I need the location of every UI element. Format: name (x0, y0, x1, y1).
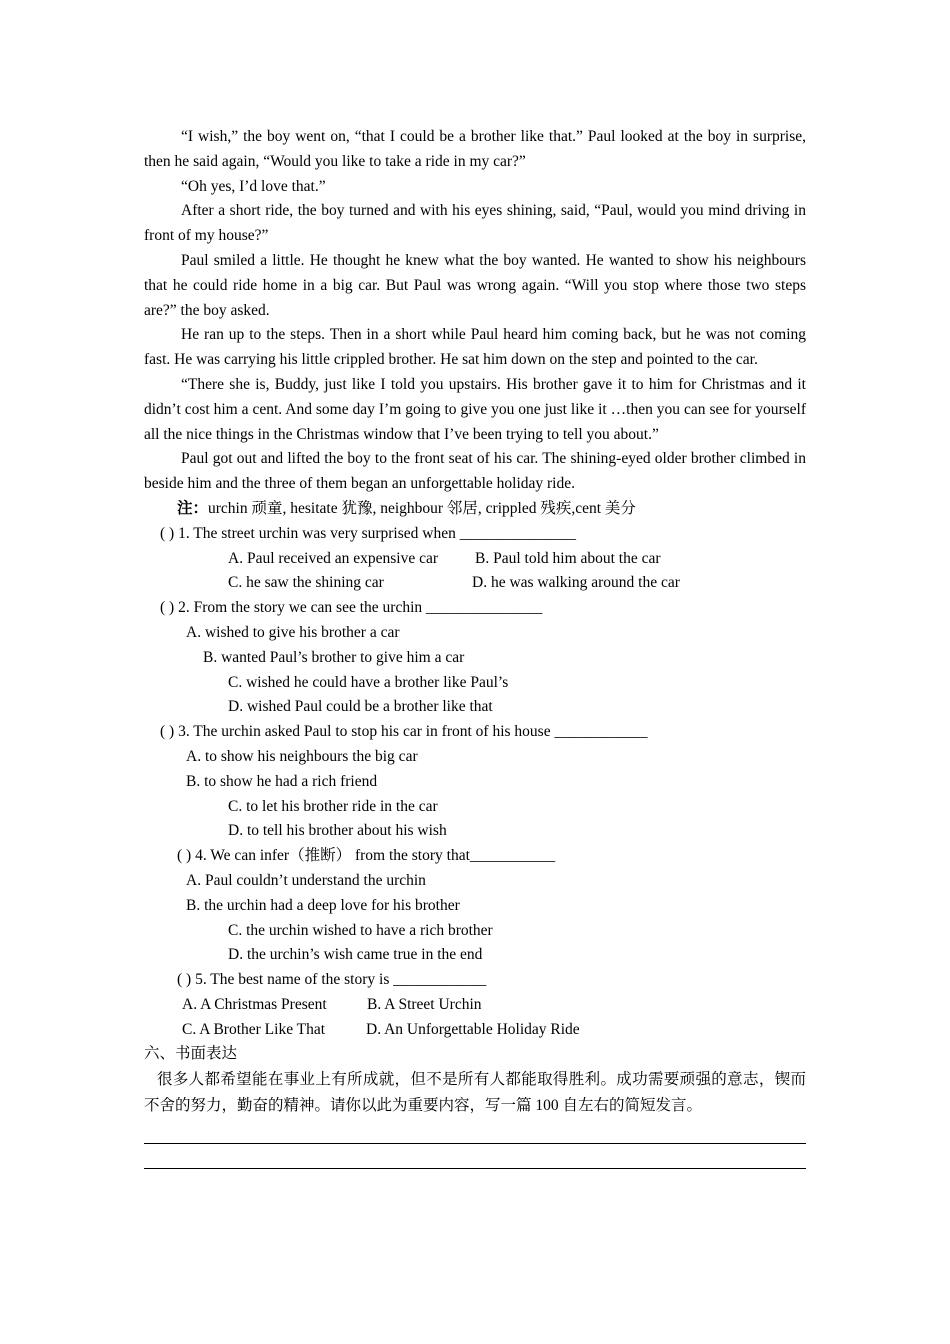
passage-paragraph-3: After a short ride, the boy turned and with his eyes shining, said, “Paul, would you mind driving in front of my house?” (144, 202, 806, 245)
question-4-option-a: A. Paul couldn’t understand the urchin (186, 871, 426, 889)
question-2-option-a: A. wished to give his brother a car (186, 623, 400, 641)
passage-paragraph-5: He ran up to the steps. Then in a short while Paul heard him coming back, but he was not coming fast. He was carrying his little crippled brother. He sat him down on the step and pointed to the car. (144, 326, 806, 369)
question-3-option-d: D. to tell his brother about his wish (228, 822, 447, 840)
question-1-option-b: B. Paul told him about the car (475, 549, 661, 567)
question-4-option-c: C. the urchin wished to have a rich brother (228, 921, 493, 939)
question-5-stem: ( ) 5. The best name of the story is ____________ (177, 971, 487, 989)
answer-line-2[interactable] (144, 1144, 806, 1169)
answer-line-1[interactable] (144, 1119, 806, 1144)
question-5-option-c: C. A Brother Like That (182, 1020, 326, 1038)
note-text: urchin 顽童, hesitate 犹豫, neighbour 邻居, crippled 残疾,cent 美分 (208, 499, 636, 517)
document-page (144, 125, 806, 1169)
question-1-option-d: D. he was walking around the car (472, 574, 680, 592)
question-5-option-a: A. A Christmas Present (182, 995, 327, 1013)
note-label: 注： (177, 499, 209, 517)
question-4-option-d: D. the urchin’s wish came true in the end (228, 946, 483, 964)
passage-paragraph-6: “There she is, Buddy, just like I told you upstairs. His brother gave it to him for Christmas and it didn’t cost him a cent. And some day I’m going to give you one just like it …then you can see for yourself all the nice things in the Christmas window that I’ve been trying to tell you about.” (144, 375, 806, 443)
question-4-stem: ( ) 4. We can infer（推断） from the story that___________ (177, 847, 556, 865)
question-1-option-c: C. he saw the shining car (228, 574, 384, 592)
question-3-option-a: A. to show his neighbours the big car (186, 747, 418, 765)
question-1-stem: ( ) 1. The street urchin was very surprised when _______________ (160, 524, 576, 542)
vocabulary-note (144, 497, 806, 522)
section-6-prompt: 很多人都希望能在事业上有所成就，但不是所有人都能取得胜利。成功需要顽强的意志，锲而不舍的努力，勤奋的精神。请你以此为重要内容，写一篇 100 自左右的简短发言。 (144, 1071, 806, 1115)
passage-paragraph-2: “Oh yes, I’d love that.” (181, 177, 326, 195)
question-4-option-b: B. the urchin had a deep love for his brother (186, 896, 460, 914)
question-3-option-c: C. to let his brother ride in the car (228, 797, 438, 815)
question-1-options-row-1 (144, 547, 806, 572)
question-1-options-row-2 (144, 571, 806, 596)
question-3-stem: ( ) 3. The urchin asked Paul to stop his car in front of his house ____________ (160, 723, 648, 741)
question-5-option-d: D. An Unforgettable Holiday Ride (366, 1020, 580, 1038)
question-5-option-b: B. A Street Urchin (367, 995, 482, 1013)
question-2-option-c: C. wished he could have a brother like Paul’s (228, 673, 509, 691)
question-2-option-d: D. wished Paul could be a brother like that (228, 698, 493, 716)
question-2-stem: ( ) 2. From the story we can see the urchin _______________ (160, 599, 543, 617)
passage-paragraph-1: “I wish,” the boy went on, “that I could be a brother like that.” Paul looked at the boy in surprise, then he said again, “Would you like to take a ride in my car?” (144, 128, 806, 170)
question-3-option-b: B. to show he had a rich friend (186, 772, 378, 790)
passage-paragraph-4: Paul smiled a little. He thought he knew what the boy wanted. He wanted to show his neighbours that he could ride home in a big car. But Paul was wrong again. “Will you stop where those two steps are?” the boy asked. (144, 251, 806, 319)
section-6-title: 六、书面表达 (144, 1045, 238, 1063)
question-5-options-row-2 (144, 1018, 806, 1043)
question-5-options-row-1 (144, 993, 806, 1018)
question-2-option-b: B. wanted Paul’s brother to give him a car (203, 648, 465, 666)
passage-paragraph-7: Paul got out and lifted the boy to the front seat of his car. The shining-eyed older brother climbed in beside him and the three of them began an unforgettable holiday ride. (144, 450, 806, 493)
question-1-option-a: A. Paul received an expensive car (228, 549, 439, 567)
